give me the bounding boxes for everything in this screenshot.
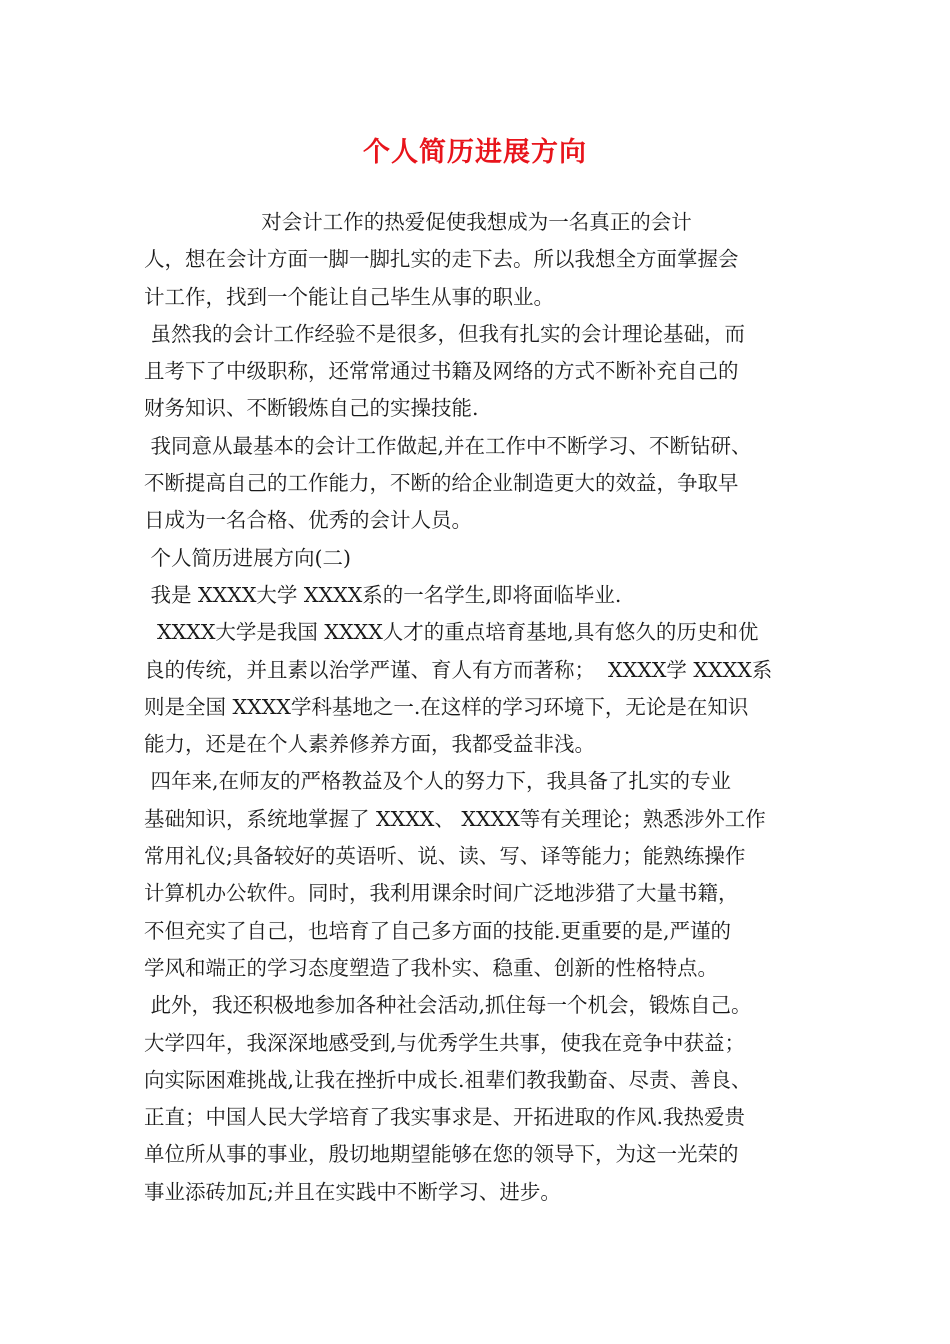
body-line: 不断提高自己的工作能力，不断的给企业制造更大的效益，争取早 bbox=[144, 471, 739, 496]
body-line: XXXX大学是我国 XXXX人才的重点培育基地,具有悠久的历史和优 bbox=[144, 620, 759, 645]
body-line: 计算机办公软件。同时，我利用课余时间广泛地涉猎了大量书籍， bbox=[144, 881, 739, 906]
body-line: 计工作，找到一个能让自己毕生从事的职业。 bbox=[144, 284, 554, 309]
body-line: 良的传统，并且素以治学严谨、育人有方而著称； XXXX学 XXXX系 bbox=[144, 657, 773, 682]
body-line: 我是 XXXX大学 XXXX系的一名学生,即将面临毕业. bbox=[144, 582, 622, 607]
body-line: 对会计工作的热爱促使我想成为一名真正的会计 bbox=[144, 210, 692, 234]
body-line: 向实际困难挑战,让我在挫折中成长.祖辈们教我勤奋、尽责、善良、 bbox=[144, 1067, 752, 1092]
body-line: 正直；中国人民大学培育了我实事求是、开拓进取的作风.我热爱贵 bbox=[144, 1105, 746, 1130]
body-line: 个人简历进展方向(二) bbox=[144, 545, 352, 570]
body-line: 常用礼仪;具备较好的英语听、说、读、写、译等能力；能熟练操作 bbox=[144, 844, 746, 869]
body-line: 大学四年，我深深地感受到,与优秀学生共事，使我在竞争中获益； bbox=[144, 1030, 746, 1055]
body-line: 学风和端正的学习态度塑造了我朴实、稳重、创新的性格特点。 bbox=[144, 955, 718, 980]
document-body bbox=[144, 204, 824, 1211]
body-line: 且考下了中级职称，还常常通过书籍及网络的方式不断补充自己的 bbox=[144, 359, 739, 384]
body-line: 单位所从事的事业，殷切地期望能够在您的领导下，为这一光荣的 bbox=[144, 1142, 739, 1167]
body-line: 则是全国 XXXX学科基地之一.在这样的学习环境下，无论是在知识 bbox=[144, 694, 749, 719]
body-line: 我同意从最基本的会计工作做起,并在工作中不断学习、不断钻研、 bbox=[144, 433, 752, 458]
document-title: 个人简历进展方向 bbox=[363, 137, 587, 168]
body-line: 不但充实了自己，也培育了自己多方面的技能.更重要的是,严谨的 bbox=[144, 918, 732, 943]
body-line: 能力，还是在个人素养修养方面，我都受益非浅。 bbox=[144, 732, 595, 757]
body-line: 日成为一名合格、优秀的会计人员。 bbox=[144, 508, 472, 533]
body-line: 基础知识，系统地掌握了 XXXX、 XXXX等有关理论；熟悉涉外工作 bbox=[144, 806, 766, 831]
body-line: 四年来,在师友的严格教益及个人的努力下，我具备了扎实的专业 bbox=[144, 769, 732, 794]
body-line: 事业添砖加瓦;并且在实践中不断学习、进步。 bbox=[144, 1179, 561, 1204]
body-line: 财务知识、不断锻炼自己的实操技能. bbox=[144, 396, 479, 421]
body-line: 此外，我还积极地参加各种社会活动,抓住每一个机会，锻炼自己。 bbox=[144, 993, 752, 1018]
body-line: 人，想在会计方面一脚一脚扎实的走下去。所以我想全方面掌握会 bbox=[144, 247, 739, 272]
body-line: 虽然我的会计工作经验不是很多，但我有扎实的会计理论基础，而 bbox=[144, 321, 746, 346]
